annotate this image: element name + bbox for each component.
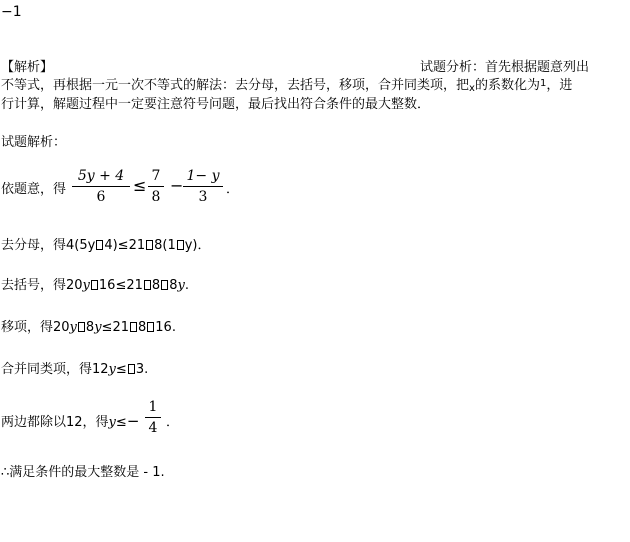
fraction-1 <box>72 168 130 205</box>
missing-glyph-box <box>161 280 168 290</box>
missing-glyph-box <box>128 364 135 374</box>
step2-line <box>1 234 211 253</box>
conclusion-text: ∴满足条件的最大整数是 - 1. <box>1 465 165 480</box>
step1-end: ． <box>226 182 240 197</box>
step4-line <box>1 316 176 335</box>
missing-glyph-box <box>144 280 151 290</box>
le-sign: ≤ <box>101 320 113 335</box>
missing-glyph-box <box>146 240 153 250</box>
fraction-step6-numerator: 1 <box>148 399 158 415</box>
step4-part-d: 8 <box>138 320 147 335</box>
fraction-2-bar <box>148 186 164 187</box>
step2-part-b: 4) <box>104 238 118 253</box>
step6-end: ． <box>166 415 180 430</box>
step4-var-y: y <box>69 320 77 335</box>
le-sign: ≤ <box>115 278 127 293</box>
step3-part-a: 去括号，得20 <box>1 278 83 293</box>
step1-minus-sign: − <box>170 176 184 195</box>
step3-var-y: y <box>82 278 90 293</box>
fraction-step6-denominator: 4 <box>148 420 158 436</box>
step5-line <box>1 358 148 377</box>
le-sign: ≤ <box>115 362 127 377</box>
step5-var-y: y <box>108 362 116 377</box>
step2-part-d: 8(1 <box>154 238 176 253</box>
fraction-1-denominator: 6 <box>96 189 106 205</box>
step1-prefix: 依题意，得 <box>1 182 67 197</box>
step6-prefix <box>1 411 139 430</box>
fraction-step6-bar <box>145 417 161 418</box>
analysis-line2-num: 1 <box>539 78 547 89</box>
fraction-step6 <box>145 399 161 436</box>
step6-le-sign: ≤ <box>115 415 127 430</box>
step6-var-y: y <box>108 415 116 430</box>
step3-part-c: 21 <box>126 278 143 293</box>
fraction-3-denominator: 3 <box>198 189 208 205</box>
fraction-3 <box>183 168 223 205</box>
step3-part-f: . <box>184 278 189 293</box>
step4-var-y2: y <box>94 320 102 335</box>
fraction-1-numerator: 5y + 4 <box>77 168 125 184</box>
analysis-line2 <box>1 74 572 94</box>
answer-text: −1 <box>1 4 22 20</box>
step3-part-e: 8 <box>169 278 178 293</box>
fraction-2-numerator: 7 <box>151 168 161 184</box>
analysis-line3: 行计算，解题过程中一定要注意符号问题，最后找出符合条件的最大整数． <box>1 97 431 112</box>
step3-part-d: 8 <box>151 278 161 293</box>
analysis-line2-part1: 不等式，再根据一元一次不等式的解法：去分母，去括号，移项，合并同类项，把 <box>1 78 470 93</box>
missing-glyph-box <box>130 322 137 332</box>
step3-line <box>1 274 189 293</box>
analysis-tag: 【解析】 <box>1 60 54 75</box>
step3-part-b: 16 <box>98 278 116 293</box>
missing-glyph-box <box>78 322 85 332</box>
step3-var-y2: y <box>177 278 185 293</box>
missing-glyph-box <box>91 280 98 290</box>
step5-part-b: 3. <box>135 362 149 377</box>
step6-minus: − <box>126 412 140 430</box>
step4-part-c: 21 <box>112 320 129 335</box>
step6-part-a: 两边都除以12，得 <box>1 415 109 430</box>
step4-part-b: 8 <box>85 320 95 335</box>
missing-glyph-box <box>96 240 103 250</box>
fraction-1-bar <box>72 186 130 187</box>
step5-part-a: 合并同类项，得12 <box>1 362 109 377</box>
analysis-line2-var: x <box>469 83 475 94</box>
step2-part-c: 21 <box>128 238 146 253</box>
step2-part-a: 去分母，得4(5y <box>1 238 96 253</box>
step4-part-a: 移项，得20 <box>1 320 70 335</box>
analysis-line2-part2: 的系数化为 <box>474 78 540 93</box>
fraction-3-numerator: 1− y <box>186 168 220 184</box>
analysis-line1: 试题分析：首先根据题意列出 <box>420 60 590 75</box>
fraction-2 <box>148 168 164 205</box>
step2-part-e: y)． <box>184 238 211 253</box>
fraction-2-denominator: 8 <box>151 189 161 205</box>
step1-le-sign: ≤ <box>133 176 147 195</box>
analysis-line2-end: ，进 <box>546 78 573 93</box>
fraction-3-bar <box>183 186 223 187</box>
solution-heading: 试题解析： <box>1 135 67 150</box>
missing-glyph-box <box>147 322 154 332</box>
le-sign: ≤ <box>117 238 129 253</box>
step4-part-e: 16. <box>155 320 176 335</box>
missing-glyph-box <box>177 240 184 250</box>
